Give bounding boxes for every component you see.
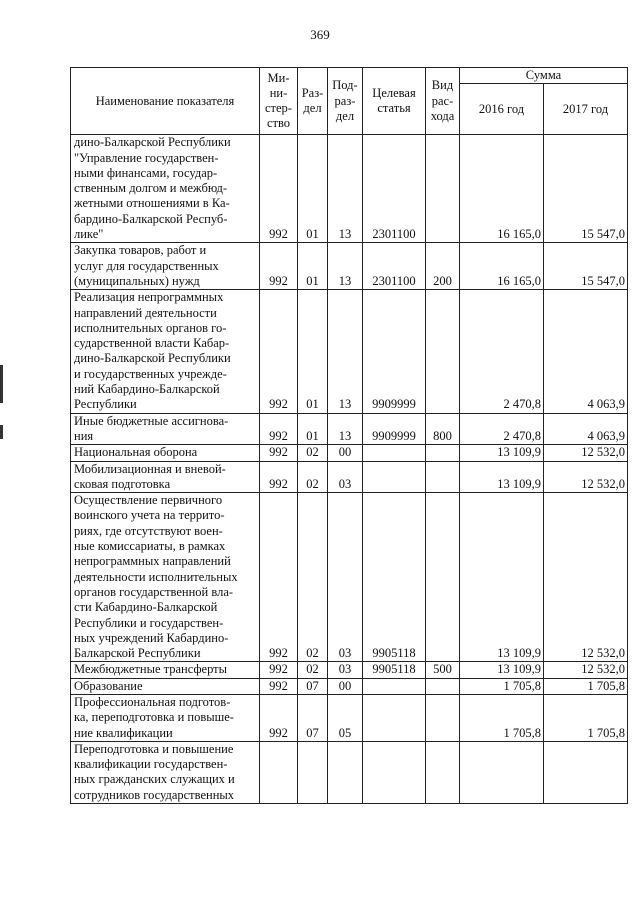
row-ministry	[260, 741, 298, 803]
row-sum-2017: 12 532,0	[544, 662, 628, 678]
row-section: 07	[298, 694, 328, 741]
row-section: 01	[298, 290, 328, 413]
row-sum-2016: 13 109,9	[460, 445, 544, 461]
row-target	[363, 694, 426, 741]
row-name: Образование	[71, 678, 260, 694]
row-name: Иные бюджетные ассигнова- ния	[71, 413, 260, 445]
row-sum-2017: 4 063,9	[544, 290, 628, 413]
row-subsection: 13	[328, 290, 363, 413]
row-sum-2016: 2 470,8	[460, 413, 544, 445]
row-section: 01	[298, 243, 328, 290]
row-subsection	[328, 741, 363, 803]
table-row	[71, 694, 628, 741]
row-subsection: 05	[328, 694, 363, 741]
header-name: Наименование показателя	[71, 68, 260, 135]
row-name: Национальная оборона	[71, 445, 260, 461]
row-section: 02	[298, 445, 328, 461]
row-expense-type	[426, 741, 460, 803]
table-row	[71, 461, 628, 493]
table-row	[71, 445, 628, 461]
row-section: 02	[298, 493, 328, 662]
row-expense-type: 500	[426, 662, 460, 678]
row-subsection: 00	[328, 445, 363, 461]
row-sum-2016: 2 470,8	[460, 290, 544, 413]
header-section: Раз- дел	[298, 68, 328, 135]
header-year-2017: 2017 год	[544, 84, 628, 135]
budget-table	[70, 67, 628, 804]
row-ministry: 992	[260, 445, 298, 461]
row-sum-2016: 13 109,9	[460, 493, 544, 662]
row-ministry: 992	[260, 135, 298, 243]
row-sum-2017	[544, 741, 628, 803]
header-sum: Сумма	[460, 68, 628, 84]
row-sum-2017: 15 547,0	[544, 135, 628, 243]
header-target: Целевая статья	[363, 68, 426, 135]
row-name: Мобилизационная и вневой- сковая подготовка	[71, 461, 260, 493]
row-subsection: 03	[328, 493, 363, 662]
row-target	[363, 741, 426, 803]
table-row	[71, 413, 628, 445]
row-target: 2301100	[363, 243, 426, 290]
row-subsection: 00	[328, 678, 363, 694]
row-section: 02	[298, 461, 328, 493]
row-target	[363, 678, 426, 694]
row-ministry: 992	[260, 243, 298, 290]
budget-table-wrapper	[70, 67, 628, 804]
row-target	[363, 461, 426, 493]
row-expense-type	[426, 290, 460, 413]
row-sum-2016: 16 165,0	[460, 243, 544, 290]
left-margin-mark	[0, 365, 3, 403]
row-sum-2016: 13 109,9	[460, 461, 544, 493]
row-sum-2016: 1 705,8	[460, 694, 544, 741]
row-sum-2016: 1 705,8	[460, 678, 544, 694]
row-name: Профессиональная подготов- ка, переподготовка и повыше- ние квалификации	[71, 694, 260, 741]
table-row	[71, 290, 628, 413]
row-sum-2017: 1 705,8	[544, 694, 628, 741]
row-sum-2016: 16 165,0	[460, 135, 544, 243]
row-name: Осуществление первичного воинского учета на террито- риях, где отсутствуют воен- ные комиссариаты, в рамках непрограммных направлений деятельности исполнительных органов государственной вла- сти Кабардино-Балкарской Республики и государствен- ных учреждений Кабардино- Балкарской Республики	[71, 493, 260, 662]
row-target: 9909999	[363, 290, 426, 413]
header-expense-type: Вид рас- хода	[426, 68, 460, 135]
row-expense-type	[426, 678, 460, 694]
row-subsection: 03	[328, 662, 363, 678]
row-sum-2017: 1 705,8	[544, 678, 628, 694]
row-section: 07	[298, 678, 328, 694]
row-section: 02	[298, 662, 328, 678]
row-sum-2017: 12 532,0	[544, 445, 628, 461]
table-row	[71, 662, 628, 678]
row-sum-2017: 15 547,0	[544, 243, 628, 290]
row-ministry: 992	[260, 493, 298, 662]
header-year-2016: 2016 год	[460, 84, 544, 135]
row-target: 9905118	[363, 662, 426, 678]
row-ministry: 992	[260, 461, 298, 493]
table-row	[71, 243, 628, 290]
row-expense-type	[426, 493, 460, 662]
row-name: Переподготовка и повышение квалификации государствен- ных гражданских служащих и сотрудников государственных	[71, 741, 260, 803]
row-expense-type	[426, 694, 460, 741]
table-row	[71, 741, 628, 803]
row-sum-2016	[460, 741, 544, 803]
header-subsection: Под- раз- дел	[328, 68, 363, 135]
left-margin-mark	[0, 425, 3, 439]
table-body	[71, 135, 628, 804]
row-subsection: 13	[328, 135, 363, 243]
row-sum-2016: 13 109,9	[460, 662, 544, 678]
row-ministry: 992	[260, 678, 298, 694]
row-expense-type	[426, 135, 460, 243]
row-subsection: 13	[328, 243, 363, 290]
row-section	[298, 741, 328, 803]
page-number: 369	[310, 27, 330, 42]
table-row	[71, 678, 628, 694]
table-row	[71, 135, 628, 243]
row-name: дино-Балкарской Республики "Управление государствен- ными финансами, государ- ственным долгом и межбюд- жетными отношениями в Ка- бардино-Балкарской Респуб- лике"	[71, 135, 260, 243]
row-ministry: 992	[260, 694, 298, 741]
row-target: 9905118	[363, 493, 426, 662]
row-subsection: 13	[328, 413, 363, 445]
row-sum-2017: 12 532,0	[544, 493, 628, 662]
row-expense-type: 200	[426, 243, 460, 290]
header-ministry: Ми- ни- стер- ство	[260, 68, 298, 135]
row-sum-2017: 4 063,9	[544, 413, 628, 445]
row-target	[363, 445, 426, 461]
row-subsection: 03	[328, 461, 363, 493]
row-ministry: 992	[260, 290, 298, 413]
row-ministry: 992	[260, 662, 298, 678]
table-row	[71, 493, 628, 662]
row-name: Реализация непрограммных направлений деятельности исполнительных органов го- сударственной власти Кабар- дино-Балкарской Республики и государственных учрежде- ний Кабардино-Балкарской Республики	[71, 290, 260, 413]
table-header	[71, 68, 628, 135]
row-expense-type: 800	[426, 413, 460, 445]
row-expense-type	[426, 461, 460, 493]
row-name: Закупка товаров, работ и услуг для государственных (муниципальных) нужд	[71, 243, 260, 290]
row-sum-2017: 12 532,0	[544, 461, 628, 493]
row-expense-type	[426, 445, 460, 461]
row-name: Межбюджетные трансферты	[71, 662, 260, 678]
row-section: 01	[298, 413, 328, 445]
row-target: 2301100	[363, 135, 426, 243]
row-section: 01	[298, 135, 328, 243]
row-target: 9909999	[363, 413, 426, 445]
row-ministry: 992	[260, 413, 298, 445]
